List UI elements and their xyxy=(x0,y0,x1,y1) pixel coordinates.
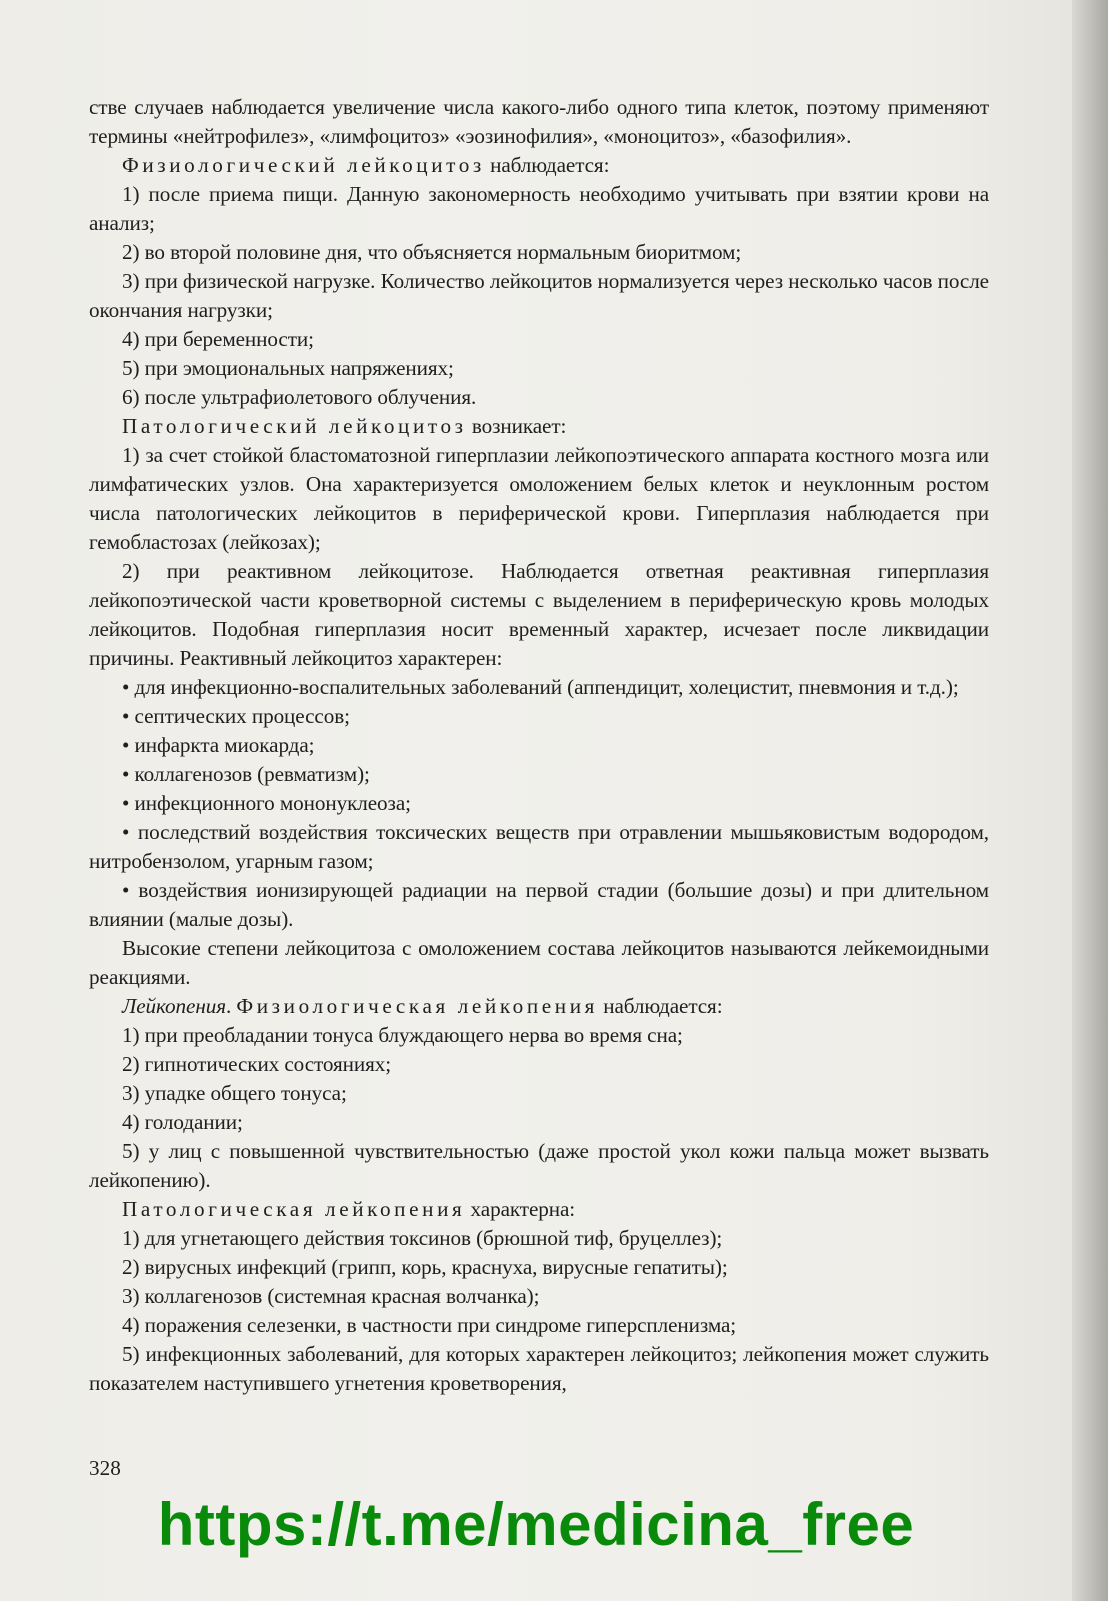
list-item: 2) при реактивном лейкоцитозе. Наблюдается ответная реактивная гиперплазия лейкопоэтической части кроветворной системы с выделением в периферическую кровь молодых лейкоцитов. Подобная гиперплазия носит временный характер, исчезает после ликвидации причины. Реактивный лейкоцитоз характерен: xyxy=(89,559,989,670)
bullet-item: • коллагенозов (ревматизм); xyxy=(122,762,370,786)
spaced-term: Физиологическая лейкопения xyxy=(236,994,599,1018)
list-item: 5) при эмоциональных напряжениях; xyxy=(122,356,454,380)
list-item: 4) поражения селезенки, в частности при синдроме гиперспленизма; xyxy=(122,1313,737,1337)
list-item: 6) после ультрафиолетового облучения. xyxy=(122,385,477,409)
list-item: 5) у лиц с повышенной чувствительностью (даже простой укол кожи пальца может вызвать лейкопению). xyxy=(89,1139,989,1192)
list-item: 1) при преобладании тонуса блуждающего нерва во время сна; xyxy=(122,1023,683,1047)
list-item: 3) при физической нагрузке. Количество лейкоцитов нормализуется через несколько часов после окончания нагрузки; xyxy=(89,269,989,322)
list-item: 2) гипнотических состояниях; xyxy=(122,1052,392,1076)
paragraph: Высокие степени лейкоцитоза с омоложением состава лейкоцитов называются лейкемоидными реакциями. xyxy=(89,936,989,989)
list-item: 1) после приема пищи. Данную закономерность необходимо учитывать при взятии крови на анализ; xyxy=(89,182,989,235)
bullet-item: • септических процессов; xyxy=(122,704,350,728)
bullet-item: • последствий воздействия токсических веществ при отравлении мышьяковистым водородом, нитробензолом, угарным газом; xyxy=(89,820,989,873)
spaced-term: Патологический лейкоцитоз xyxy=(122,414,467,438)
list-item: 3) упадке общего тонуса; xyxy=(122,1081,347,1105)
list-item: 4) при беременности; xyxy=(122,327,314,351)
list-item: 5) инфекционных заболеваний, для которых характерен лейкоцитоз; лейкопения может служить показателем наступившего угнетения кроветворения, xyxy=(89,1342,989,1395)
list-item: 1) за счет стойкой бластоматозной гиперплазии лейкопоэтического аппарата костного мозга или лимфатических узлов. Она характеризуется омоложением белых клеток и неуклонным ростом числа патологических лейкоцитов в периферической крови. Гиперплазия наблюдается при гемобластозах (лейкозах); xyxy=(89,443,989,554)
watermark-link: https://t.me/medicina_free xyxy=(157,1491,915,1558)
page-edge-shadow xyxy=(1072,0,1108,1601)
list-item: 1) для угнетающего действия токсинов (брюшной тиф, бруцеллез); xyxy=(122,1226,723,1250)
bullet-item: • инфекционного мононуклеоза; xyxy=(122,791,411,815)
paragraph: стве случаев наблюдается увеличение числа какого-либо одного типа клеток, поэтому применяют термины «нейтрофилез», «лимфоцитоз» «эозинофилия», «моноцитоз», «базофилия». xyxy=(89,95,989,148)
spaced-term: Патологическая лейкопения xyxy=(122,1197,466,1221)
paragraph: Патологическая лейкопения характерна: xyxy=(122,1197,576,1221)
page-number: 328 xyxy=(89,1456,121,1480)
paragraph: Лейкопения. Физиологическая лейкопения наблюдается: xyxy=(122,994,723,1018)
list-item: 4) голодании; xyxy=(122,1110,243,1134)
paragraph: Патологический лейкоцитоз возникает: xyxy=(122,414,567,438)
bullet-item: • для инфекционно-воспалительных заболеваний (аппендицит, холецистит, пневмония и т.д.); xyxy=(122,675,959,699)
list-item: 3) коллагенозов (системная красная волчанка); xyxy=(122,1284,540,1308)
paragraph: Физиологический лейкоцитоз наблюдается: xyxy=(122,153,610,177)
list-item: 2) во второй половине дня, что объясняется нормальным биоритмом; xyxy=(122,240,742,264)
bullet-item: • инфаркта миокарда; xyxy=(122,733,315,757)
italic-heading: Лейкопения xyxy=(122,994,226,1018)
spaced-term: Физиологический лейкоцитоз xyxy=(122,153,485,177)
bullet-item: • воздействия ионизирующей радиации на первой стадии (большие дозы) и при длительном влиянии (малые дозы). xyxy=(89,878,989,931)
page-body xyxy=(89,93,989,1398)
list-item: 2) вирусных инфекций (грипп, корь, краснуха, вирусные гепатиты); xyxy=(122,1255,728,1279)
